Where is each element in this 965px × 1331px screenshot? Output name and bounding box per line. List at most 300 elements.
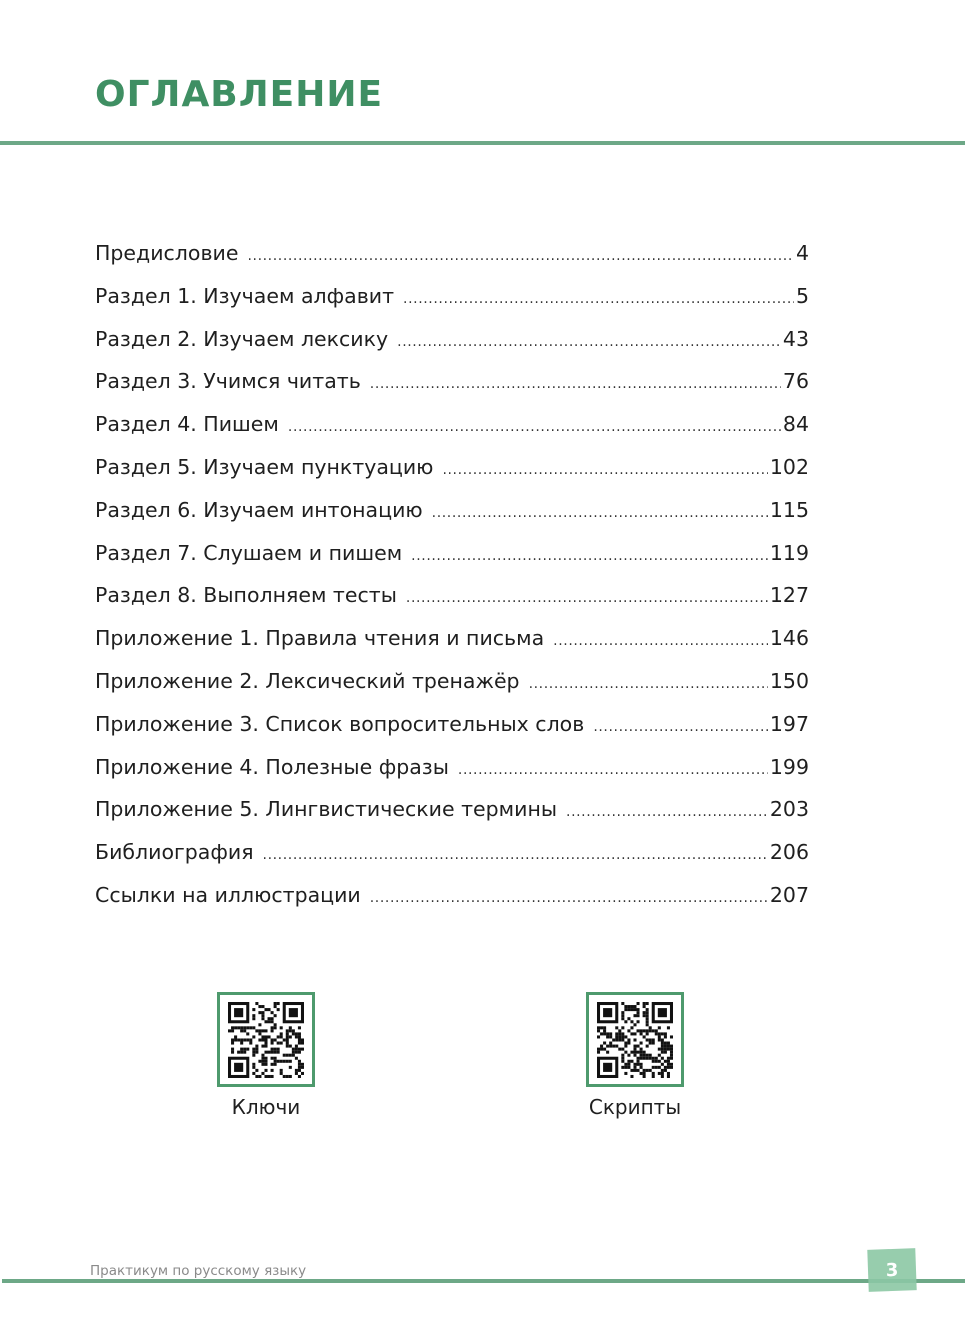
qr-module [606, 1032, 609, 1035]
qr-module [252, 1014, 255, 1017]
qr-module [615, 1026, 618, 1029]
qr-module [252, 1062, 255, 1065]
qr-module [277, 1002, 280, 1005]
qr-module [630, 1032, 633, 1035]
qr-module [667, 1065, 670, 1068]
qr-module [261, 1014, 264, 1017]
qr-module [630, 1074, 633, 1077]
qr-module [280, 1068, 283, 1071]
qr-module [286, 1032, 289, 1035]
qr-module [658, 1026, 661, 1029]
qr-module [264, 1074, 267, 1077]
qr-module [615, 1032, 618, 1035]
qr-module [621, 1053, 624, 1056]
qr-module [640, 1053, 643, 1056]
toc-entry[interactable] [95, 489, 809, 532]
qr-module [646, 1029, 649, 1032]
qr-module [301, 1071, 304, 1074]
qr-module [271, 1011, 274, 1014]
qr-module [637, 1062, 640, 1065]
qr-module [255, 1044, 258, 1047]
qr-module [667, 1044, 670, 1047]
qr-module [633, 1047, 636, 1050]
qr-module [643, 1035, 646, 1038]
qr-module [268, 1008, 271, 1011]
qr-module [633, 1062, 636, 1065]
qr-module [295, 1068, 298, 1071]
qr-module [231, 1050, 234, 1053]
toc-entry-label: Раздел 5. Изучаем пунктуацию [95, 454, 434, 479]
toc-leader-dots [458, 746, 768, 792]
qr-module [627, 1017, 630, 1020]
qr-module [667, 1059, 670, 1062]
toc-entry-page: 5 [795, 283, 809, 308]
qr-module [295, 1035, 298, 1038]
qr-module [237, 1026, 240, 1029]
qr-module [633, 1053, 636, 1056]
qr-module [252, 1026, 255, 1029]
qr-module [630, 1026, 633, 1029]
qr-module [298, 1050, 301, 1053]
qr-module [624, 1044, 627, 1047]
qr-module [624, 1071, 627, 1074]
toc-entry[interactable] [95, 318, 809, 361]
toc-entry[interactable] [95, 660, 809, 703]
toc-entry[interactable] [95, 746, 809, 789]
qr-module [621, 1065, 624, 1068]
qr-module [652, 1071, 655, 1074]
qr-module [280, 1035, 283, 1038]
qr-module [252, 1035, 255, 1038]
qr-module [621, 1026, 624, 1029]
toc-entry[interactable] [95, 360, 809, 403]
qr-module [667, 1047, 670, 1050]
qr-module [274, 1056, 277, 1059]
qr-module [640, 1041, 643, 1044]
qr-module [664, 1068, 667, 1071]
qr-module [643, 1014, 646, 1017]
qr-module [652, 1056, 655, 1059]
qr-module [643, 1002, 646, 1005]
qr-module [289, 1065, 292, 1068]
qr-module [603, 1041, 606, 1044]
qr-module [637, 1029, 640, 1032]
qr-module [277, 1047, 280, 1050]
qr-module [661, 1047, 664, 1050]
qr-module [255, 1029, 258, 1032]
qr-module [640, 1071, 643, 1074]
qr-module [271, 1074, 274, 1077]
toc-entry[interactable] [95, 275, 809, 318]
qr-module [664, 1047, 667, 1050]
qr-module [295, 1056, 298, 1059]
qr-module [289, 1029, 292, 1032]
toc-entry[interactable] [95, 788, 809, 831]
qr-module [301, 1065, 304, 1068]
qr-module [301, 1038, 304, 1041]
qr-module [621, 1002, 624, 1005]
toc-leader-dots [406, 574, 768, 620]
qr-module [283, 1059, 286, 1062]
toc-entry-page: 115 [769, 497, 809, 522]
qr-module [627, 1053, 630, 1056]
toc-entry-label: Предисловие [95, 241, 239, 265]
qr-module [630, 1020, 633, 1023]
qr-module [609, 1044, 612, 1047]
qr-module [658, 1065, 661, 1068]
table-of-contents [95, 232, 809, 917]
qr-module [289, 1035, 292, 1038]
qr-module [255, 1047, 258, 1050]
qr-module [664, 1059, 667, 1062]
qr-module [670, 1056, 673, 1059]
toc-entry-label: Приложение 3. Список вопросительных слов [95, 711, 585, 736]
qr-module [240, 1041, 243, 1044]
qr-module [624, 1065, 627, 1068]
qr-module [664, 1044, 667, 1047]
qr-module [637, 1020, 640, 1023]
toc-entry-label: Ссылки на иллюстрации [95, 882, 361, 907]
toc-leader-dots [529, 660, 768, 706]
qr-module [298, 1062, 301, 1065]
toc-entry[interactable] [95, 831, 809, 874]
qr-module [289, 1008, 298, 1017]
toc-leader-dots [370, 360, 781, 406]
qr-module [618, 1047, 621, 1050]
qr-module [277, 1035, 280, 1038]
qr-module [271, 1029, 274, 1032]
qr-module [255, 1068, 258, 1071]
qr-module [268, 1017, 271, 1020]
qr-module [637, 1068, 640, 1071]
qr-module [643, 1029, 646, 1032]
qr-code-icon[interactable] [586, 992, 684, 1087]
qr-module [670, 1065, 673, 1068]
qr-module [643, 1053, 646, 1056]
qr-module [240, 1050, 243, 1053]
qr-module [600, 1032, 603, 1035]
qr-module [261, 1044, 264, 1047]
qr-keys[interactable] [217, 992, 315, 1119]
qr-module [280, 1032, 283, 1035]
qr-module [627, 1038, 630, 1041]
toc-leader-dots [403, 275, 794, 321]
qr-module [255, 1002, 258, 1005]
toc-leader-dots [442, 446, 767, 492]
header-divider [0, 141, 965, 145]
qr-module [243, 1029, 246, 1032]
qr-module [295, 1071, 298, 1074]
qr-module [618, 1032, 621, 1035]
qr-module [252, 1071, 255, 1074]
qr-module [624, 1008, 627, 1011]
toc-entry-page: 127 [769, 583, 809, 608]
qr-module [661, 1056, 664, 1059]
qr-module [627, 1029, 630, 1032]
qr-module [646, 1053, 649, 1056]
qr-module [268, 1074, 271, 1077]
qr-code-icon [596, 1002, 674, 1078]
qr-module [274, 1062, 277, 1065]
qr-module [646, 1020, 649, 1023]
qr-module [301, 1041, 304, 1044]
qr-module [298, 1059, 301, 1062]
qr-module [286, 1074, 289, 1077]
toc-entry[interactable] [95, 403, 809, 446]
qr-module [618, 1038, 621, 1041]
qr-module [667, 1074, 670, 1077]
qr-module [624, 1050, 627, 1053]
qr-module [258, 1029, 261, 1032]
qr-module [261, 1059, 264, 1062]
qr-module [633, 1023, 636, 1026]
qr-module [289, 1059, 292, 1062]
qr-module [615, 1044, 618, 1047]
qr-module [640, 1032, 643, 1035]
qr-module [298, 1065, 301, 1068]
qr-module [627, 1062, 630, 1065]
qr-module [621, 1011, 624, 1014]
toc-entry[interactable] [95, 874, 809, 917]
qr-module [597, 1035, 600, 1038]
qr-module [667, 1026, 670, 1029]
qr-module [301, 1047, 304, 1050]
qr-module [609, 1041, 612, 1044]
qr-module [606, 1035, 609, 1038]
qr-module [637, 1008, 640, 1011]
qr-module [637, 1002, 640, 1005]
qr-module [624, 1035, 627, 1038]
qr-module [640, 1065, 643, 1068]
toc-leader-dots [263, 831, 768, 877]
qr-module [655, 1029, 658, 1032]
qr-module [603, 1026, 606, 1029]
qr-module [643, 1071, 646, 1074]
qr-module [240, 1047, 243, 1050]
qr-module [246, 1038, 249, 1041]
qr-module [234, 1026, 237, 1029]
qr-module [667, 1056, 670, 1059]
qr-module [249, 1041, 252, 1044]
qr-code-icon[interactable] [217, 992, 315, 1087]
qr-keys-caption: Ключи [231, 1095, 301, 1119]
qr-module [615, 1035, 618, 1038]
qr-module [274, 1047, 277, 1050]
toc-entry[interactable] [95, 703, 809, 746]
qr-module [274, 1059, 277, 1062]
qr-module [633, 1005, 636, 1008]
toc-entry-label: Раздел 3. Учимся читать [95, 369, 361, 394]
qr-module [621, 1017, 624, 1020]
qr-module [649, 1026, 652, 1029]
qr-module [621, 1038, 624, 1041]
qr-module [655, 1056, 658, 1059]
qr-module [609, 1032, 612, 1035]
toc-entry[interactable] [95, 532, 809, 575]
qr-module [292, 1032, 295, 1035]
qr-module [652, 1065, 655, 1068]
qr-module [603, 1029, 606, 1032]
qr-module [633, 1014, 636, 1017]
toc-entry[interactable] [95, 617, 809, 660]
qr-module [661, 1050, 664, 1053]
qr-module [274, 1050, 277, 1053]
footer-divider [2, 1279, 965, 1283]
qr-module [298, 1038, 301, 1041]
qr-module [661, 1044, 664, 1047]
qr-module [624, 1020, 627, 1023]
qr-module [289, 1053, 292, 1056]
qr-module [633, 1044, 636, 1047]
qr-module [630, 1008, 633, 1011]
qr-module [264, 1038, 267, 1041]
qr-module [261, 1056, 264, 1059]
qr-module [670, 1050, 673, 1053]
qr-module [637, 1059, 640, 1062]
qr-module [292, 1050, 295, 1053]
qr-module [597, 1029, 600, 1032]
qr-module [630, 1059, 633, 1062]
qr-module [670, 1035, 673, 1038]
qr-module [627, 1008, 630, 1011]
toc-entry-label: Раздел 4. Пишем [95, 412, 279, 437]
qr-module [661, 1041, 664, 1044]
qr-module [231, 1047, 234, 1050]
qr-module [268, 1020, 271, 1023]
toc-entry-page: 76 [782, 369, 809, 394]
qr-module [271, 1056, 274, 1059]
qr-module [298, 1035, 301, 1038]
toc-entry-page: 146 [769, 626, 809, 651]
qr-module [295, 1044, 298, 1047]
qr-module [271, 1068, 274, 1071]
qr-module [612, 1044, 615, 1047]
qr-module [298, 1032, 301, 1035]
qr-module [633, 1065, 636, 1068]
qr-module [649, 1038, 652, 1041]
qr-module [252, 1008, 255, 1011]
qr-module [643, 1005, 646, 1008]
qr-module [258, 1005, 261, 1008]
qr-scripts[interactable] [586, 992, 684, 1119]
qr-module [258, 1011, 261, 1014]
qr-module [603, 1008, 612, 1017]
page-title: ОГЛАВЛЕНИЕ [95, 74, 384, 115]
qr-module [274, 1038, 277, 1041]
qr-module [243, 1038, 246, 1041]
qr-module [249, 1026, 252, 1029]
qr-module [261, 1005, 264, 1008]
toc-entry-page: 43 [782, 326, 809, 351]
qr-module [664, 1035, 667, 1038]
toc-leader-dots [432, 489, 768, 535]
toc-entry[interactable] [95, 232, 809, 275]
qr-module [280, 1059, 283, 1062]
qr-module [252, 1065, 255, 1068]
toc-entry-label: Раздел 1. Изучаем алфавит [95, 283, 395, 308]
qr-module [252, 1053, 255, 1056]
qr-module [658, 1047, 661, 1050]
qr-module [264, 1056, 267, 1059]
qr-module [274, 1005, 277, 1008]
toc-leader-dots [593, 703, 768, 749]
qr-module [264, 1041, 267, 1044]
qr-module [283, 1053, 286, 1056]
qr-module [298, 1026, 301, 1029]
footer-book-title: Практикум по русскому языку [90, 1263, 307, 1279]
qr-module [646, 1056, 649, 1059]
qr-module [667, 1071, 670, 1074]
qr-module [630, 1068, 633, 1071]
toc-entry-page: 206 [769, 840, 809, 865]
qr-module [240, 1038, 243, 1041]
qr-module [658, 1035, 661, 1038]
qr-module [252, 1017, 255, 1020]
qr-module [264, 1068, 267, 1071]
qr-module [286, 1059, 289, 1062]
qr-module [637, 1050, 640, 1053]
qr-module [264, 1029, 267, 1032]
qr-module [661, 1038, 664, 1041]
qr-module [664, 1065, 667, 1068]
qr-module [258, 1032, 261, 1035]
qr-module [658, 1038, 661, 1041]
toc-entry-label: Приложение 4. Полезные фразы [95, 754, 449, 779]
qr-code-icon [227, 1002, 305, 1078]
qr-module [640, 1047, 643, 1050]
qr-module [643, 1068, 646, 1071]
qr-module [670, 1053, 673, 1056]
qr-module [621, 1014, 624, 1017]
qr-module [295, 1047, 298, 1050]
qr-module [667, 1062, 670, 1065]
qr-module [295, 1032, 298, 1035]
toc-entry[interactable] [95, 446, 809, 489]
qr-module [261, 1062, 264, 1065]
qr-module [649, 1041, 652, 1044]
qr-module [633, 1050, 636, 1053]
qr-module [640, 1062, 643, 1065]
qr-module [283, 1074, 286, 1077]
toc-leader-dots [370, 874, 768, 920]
qr-module [643, 1056, 646, 1059]
qr-module [624, 1005, 627, 1008]
qr-module [600, 1044, 603, 1047]
qr-module [261, 1038, 264, 1041]
qr-module [646, 1068, 649, 1071]
qr-module [258, 1059, 261, 1062]
toc-entry[interactable] [95, 574, 809, 617]
qr-module [670, 1044, 673, 1047]
qr-module [649, 1053, 652, 1056]
qr-module [603, 1062, 612, 1071]
page-number-badge: 3 [867, 1248, 916, 1292]
qr-module [289, 1026, 292, 1029]
qr-module [298, 1074, 301, 1077]
qr-module [609, 1035, 612, 1038]
qr-module [264, 1059, 267, 1062]
qr-module [283, 1038, 286, 1041]
qr-module [301, 1062, 304, 1065]
qr-module [271, 1026, 274, 1029]
qr-module [621, 1032, 624, 1035]
qr-module [231, 1026, 234, 1029]
toc-leader-dots [411, 532, 768, 578]
qr-module [661, 1074, 664, 1077]
qr-module [280, 1071, 283, 1074]
qr-module [627, 1059, 630, 1062]
qr-module [649, 1056, 652, 1059]
